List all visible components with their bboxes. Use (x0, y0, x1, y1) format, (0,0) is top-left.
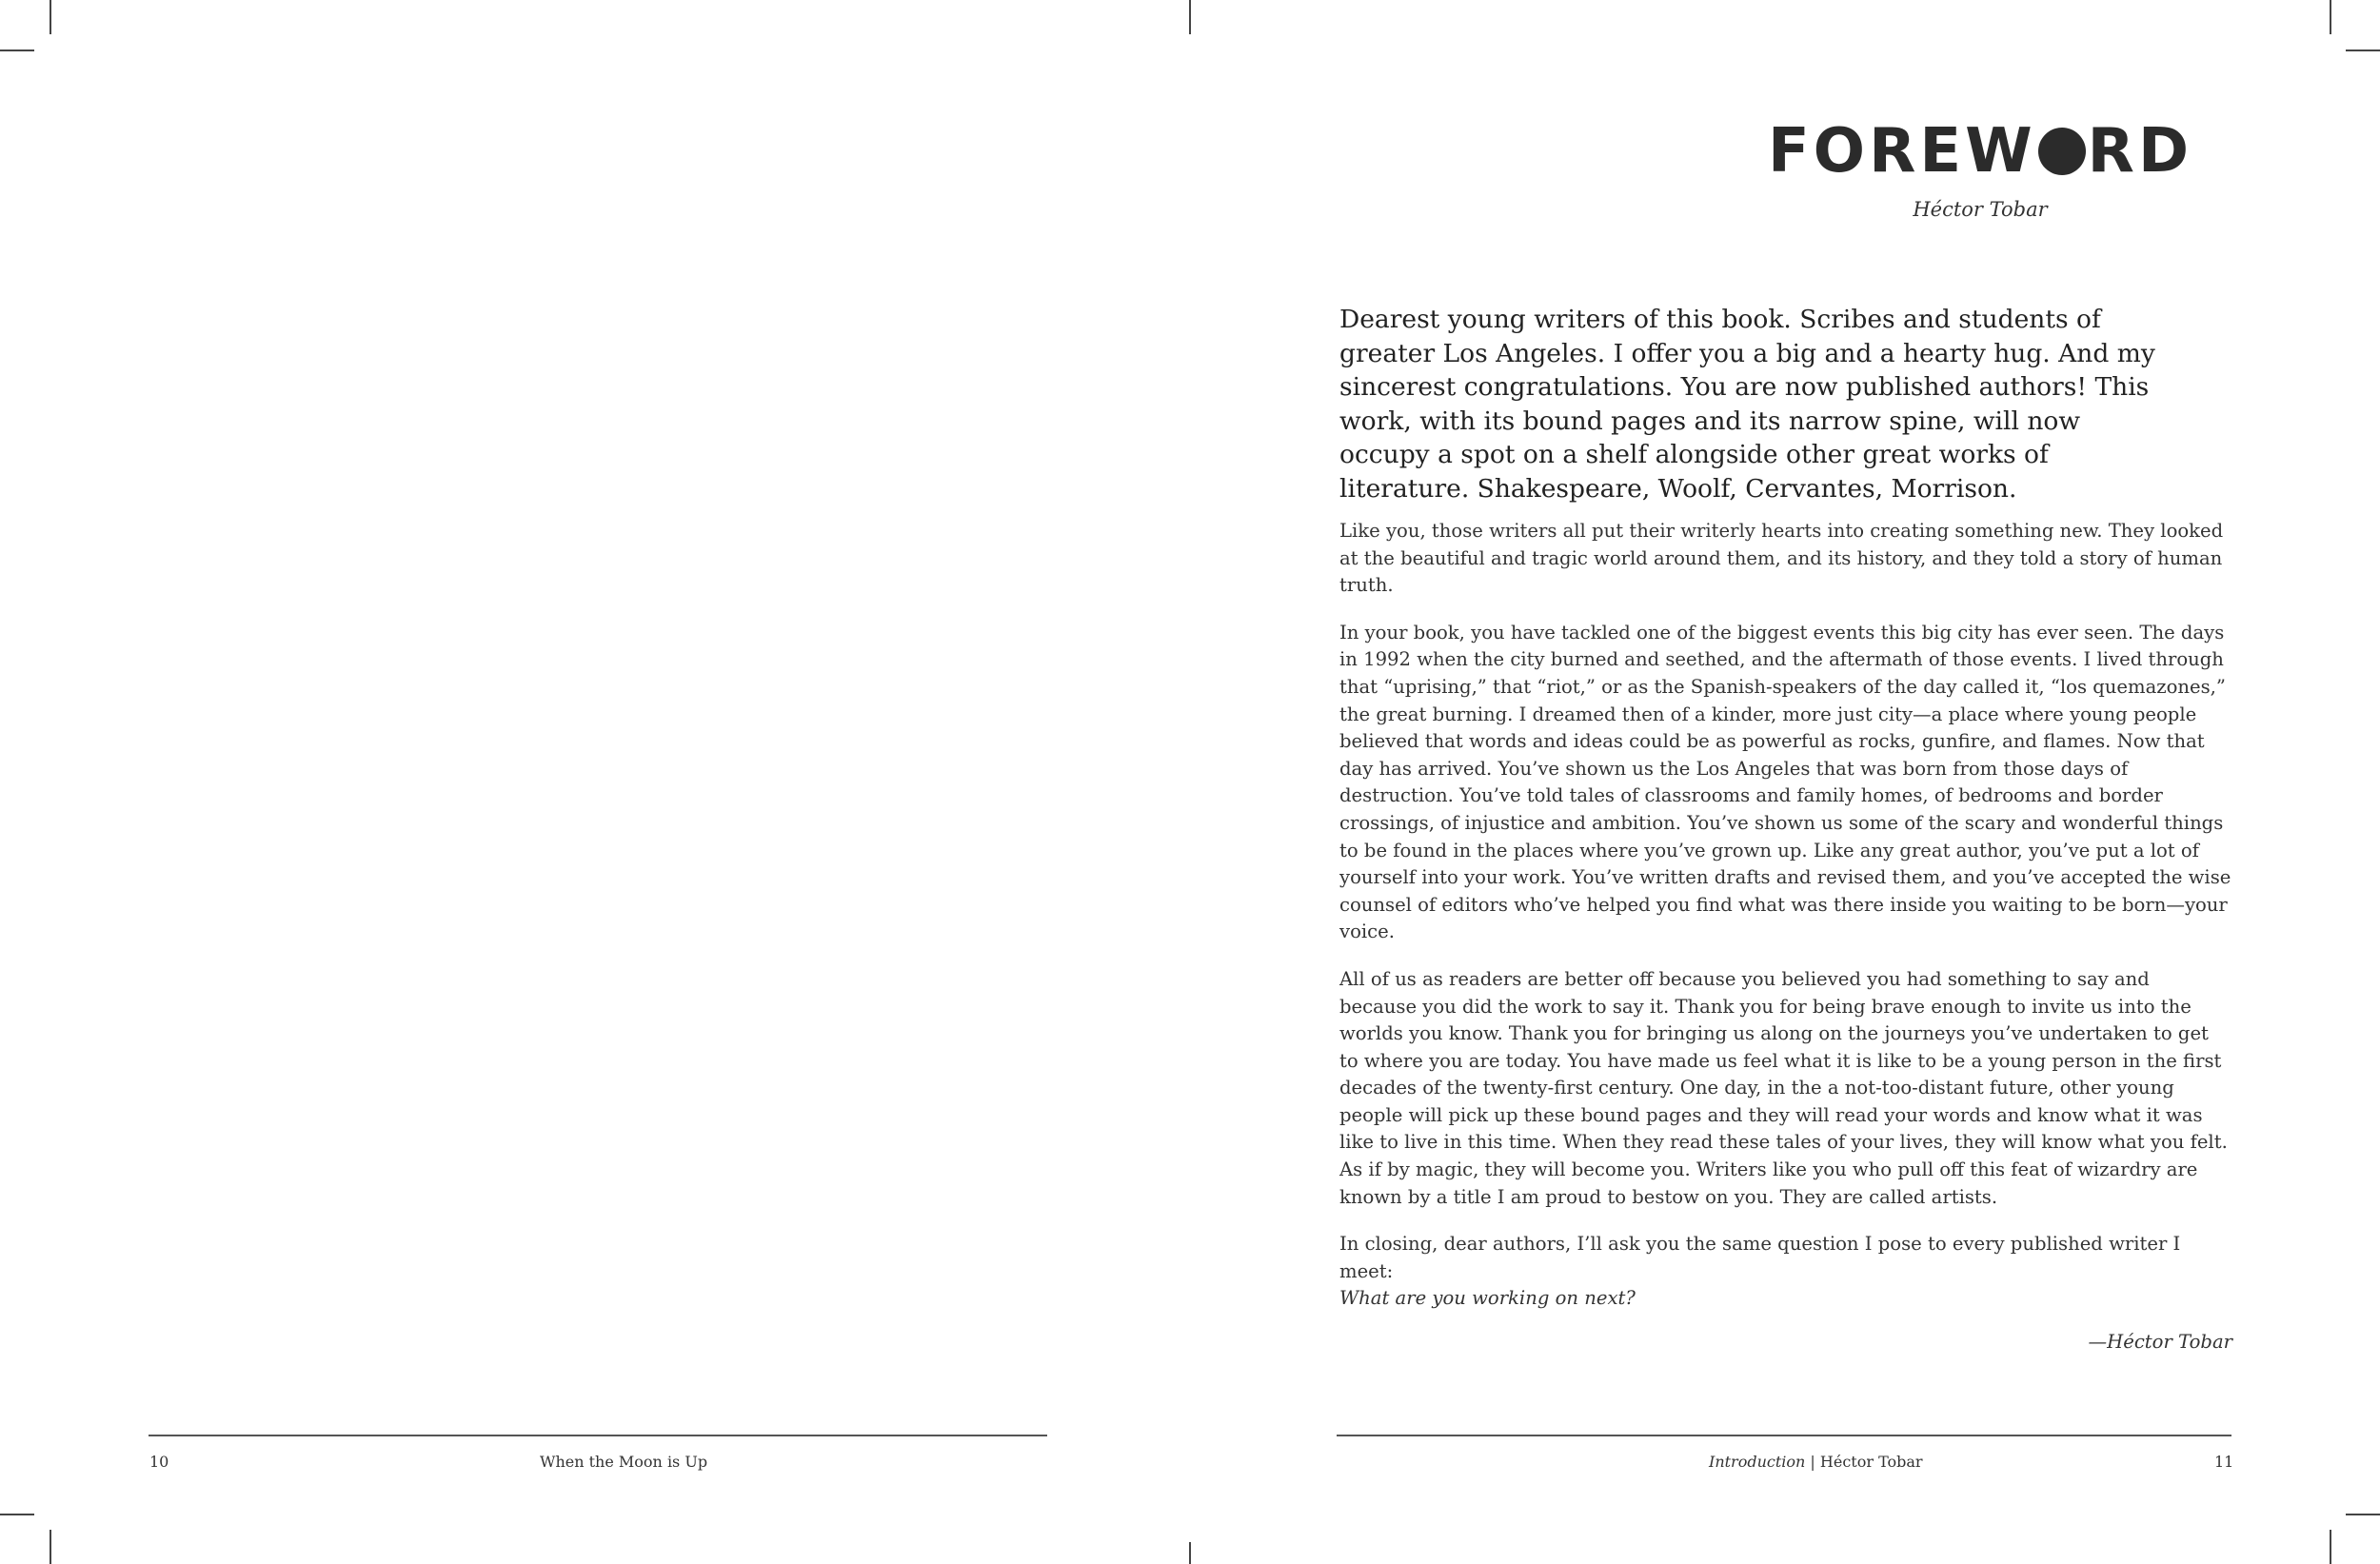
running-title: When the Moon is Up (540, 1453, 708, 1471)
running-author: Héctor Tobar (1819, 1453, 1923, 1471)
crop-mark (2330, 0, 2331, 34)
body-paragraph: Like you, those writers all put their writerly hearts into creating something new. They looked at the beautiful and tragic world around them, and its history, and they told a story of human truth. (1339, 520, 2224, 597)
closing-text: In closing, dear authors, I’ll ask you the same question I pose to every published writer I meet: (1339, 1233, 2181, 1282)
body-paragraph: All of us as readers are better off because you believed you had something to say and because you did the work to say it. Thank you for being brave enough to invite us into the worlds you know. Thank you for bringing us along on the journeys you’ve undertaken to get to where you are today. You have made us feel what it is like to be a young person in the first decades of the twenty-first century. One day, in the a not-too-distant future, other young people will pick up these bound pages and they will read your words and know what it was like to live in this time. When they read these tales of your lives, they will know what you felt. As if by magic, they will become you. Writers like you who pull off this feat of wizardry are known by a title I am proud to bestow on you. They are called artists. (1339, 967, 2228, 1208)
title-dot-o (2038, 128, 2086, 175)
title-text-end: RD (2087, 116, 2193, 187)
running-separator: | (1805, 1453, 1820, 1471)
crop-mark (2346, 1514, 2380, 1515)
running-section: Introduction (1709, 1453, 1806, 1471)
foreword-title-block (1340, 118, 2380, 185)
crop-mark (50, 0, 51, 34)
closing-question: What are you working on next? (1339, 1287, 1636, 1310)
foreword-lede: Dearest young writers of this book. Scribes and students of greater Los Angeles. I offer you a big and a hearty hug. And my sincerest congratulations. You are now published authors! This work, with its bound pages and its narrow spine, will now occupy a spot on a shelf alongside other great works of literature. Shakespeare, Woolf, Cervantes, Morrison. (1339, 305, 2155, 504)
footer-rule-left (149, 1435, 1047, 1436)
foreword-body (1339, 518, 2232, 1356)
footer-rule-right (1337, 1435, 2231, 1436)
crop-mark (1189, 0, 1191, 34)
crop-mark (2346, 49, 2380, 51)
crop-mark (1189, 1542, 1191, 1564)
body-paragraph: In your book, you have tackled one of the biggest events this big city has ever seen. The days in 1992 when the city burned and seethed, and the aftermath of those events. I lived through that “uprising,” that “riot,” or as the Spanish-speakers of the day called it, “los quemazones,” the great burning. I dreamed then of a kinder, more just city—a place where young people believed that words and ideas could be as powerful as rocks, gunfire, and flames. Now that day has arrived. You’ve shown us the Los Angeles that was born from those days of destruction. You’ve told tales of classrooms and family homes, of bedrooms and border crossings, of injustice and ambition. You’ve shown us some of the scary and wonderful things to be found in the places where you’ve grown up. Like any great author, you’ve put a lot of yourself into your work. You’ve written drafts and revised them, and you’ve accepted the wise counsel of editors who’ve helped you find what was there inside you waiting to be born—your voice. (1339, 621, 2231, 943)
foreword-byline: Héctor Tobar (1913, 198, 2048, 221)
crop-mark (50, 1530, 51, 1564)
page-number-right: 11 (2214, 1453, 2234, 1471)
running-header-right (1709, 1453, 1923, 1471)
signature: —Héctor Tobar (2088, 1331, 2232, 1354)
foreword-title (1768, 118, 2192, 185)
closing-paragraph (1339, 1231, 2232, 1313)
crop-mark (0, 49, 34, 51)
crop-mark (0, 1514, 34, 1515)
page-number-left: 10 (149, 1453, 169, 1471)
crop-mark (2330, 1530, 2331, 1564)
title-text-start: FOREW (1767, 116, 2036, 187)
